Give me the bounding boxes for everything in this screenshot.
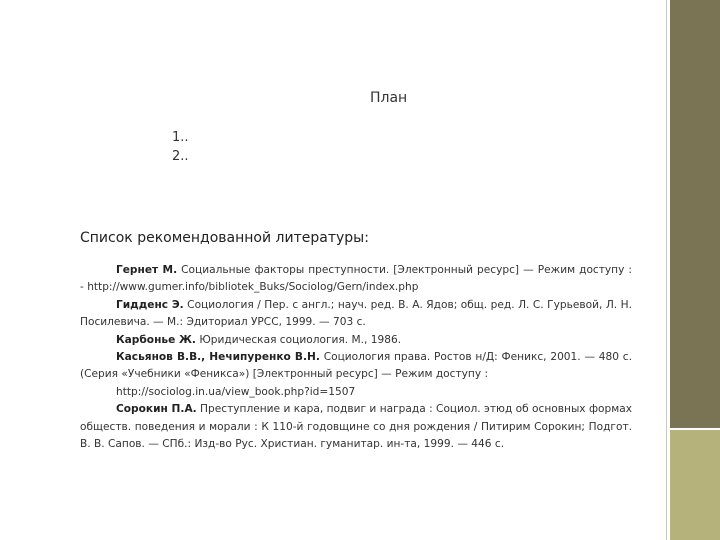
reference-entry bbox=[80, 262, 632, 297]
plan-item: 1.. bbox=[172, 130, 189, 145]
reference-author: Гидденс Э. bbox=[116, 298, 184, 311]
reference-url[interactable]: http://sociolog.in.ua/view_book.php?id=1507 bbox=[116, 385, 356, 398]
reference-author: Карбонье Ж. bbox=[116, 333, 196, 346]
reference-entry bbox=[80, 297, 632, 332]
reference-text: Социальные факторы преступности. [Электронный ресурс] — Режим доступу : - http://www.gumer.info/bibliotek_Buks/Sociolog/Gern/index.php bbox=[80, 264, 632, 294]
reference-entry bbox=[80, 349, 632, 384]
reference-text: Преступление и кара, подвиг и награда : Социол. этюд об основных формах обществ. поведения и морали : К 110-й годовщине со дня рождения / Питирим Сорокин; Подгот. В. В. Сапов. — СПб.: Изд-во Рус. Христиан. гуманитар. ин-та, 1999. — 446 с. bbox=[80, 403, 632, 451]
references-heading: Список рекомендованной литературы: bbox=[80, 230, 369, 246]
reference-text: Социология / Пер. с англ.; науч. ред. В. А. Ядов; общ. ред. Л. С. Гурьевой, Л. Н. Посилевича. — М.: Эдиториал УРСС, 1999. — 703 с. bbox=[80, 298, 632, 329]
reference-text: Социология права. Ростов н/Д: Феникс, 2001. — 480 с. (Серия «Учебники «Феникса») [Электронный ресурс] — Режим доступу : bbox=[80, 351, 632, 381]
band-top-block bbox=[670, 0, 720, 428]
reference-author: Сорокин П.А. bbox=[116, 403, 197, 416]
reference-author: Касьянов В.В., Нечипуренко В.Н. bbox=[116, 351, 320, 364]
reference-entry bbox=[80, 401, 632, 453]
reference-author: Гернет М. bbox=[116, 264, 178, 276]
reference-text: Юридическая социология. М., 1986. bbox=[195, 333, 402, 346]
band-bottom-block bbox=[670, 430, 720, 540]
plan-title: План bbox=[370, 90, 408, 106]
reference-entry bbox=[80, 332, 632, 349]
reference-url-line bbox=[80, 384, 632, 401]
plan-item: 2.. bbox=[172, 149, 189, 164]
plan-list bbox=[172, 128, 189, 166]
references-list bbox=[80, 262, 632, 453]
